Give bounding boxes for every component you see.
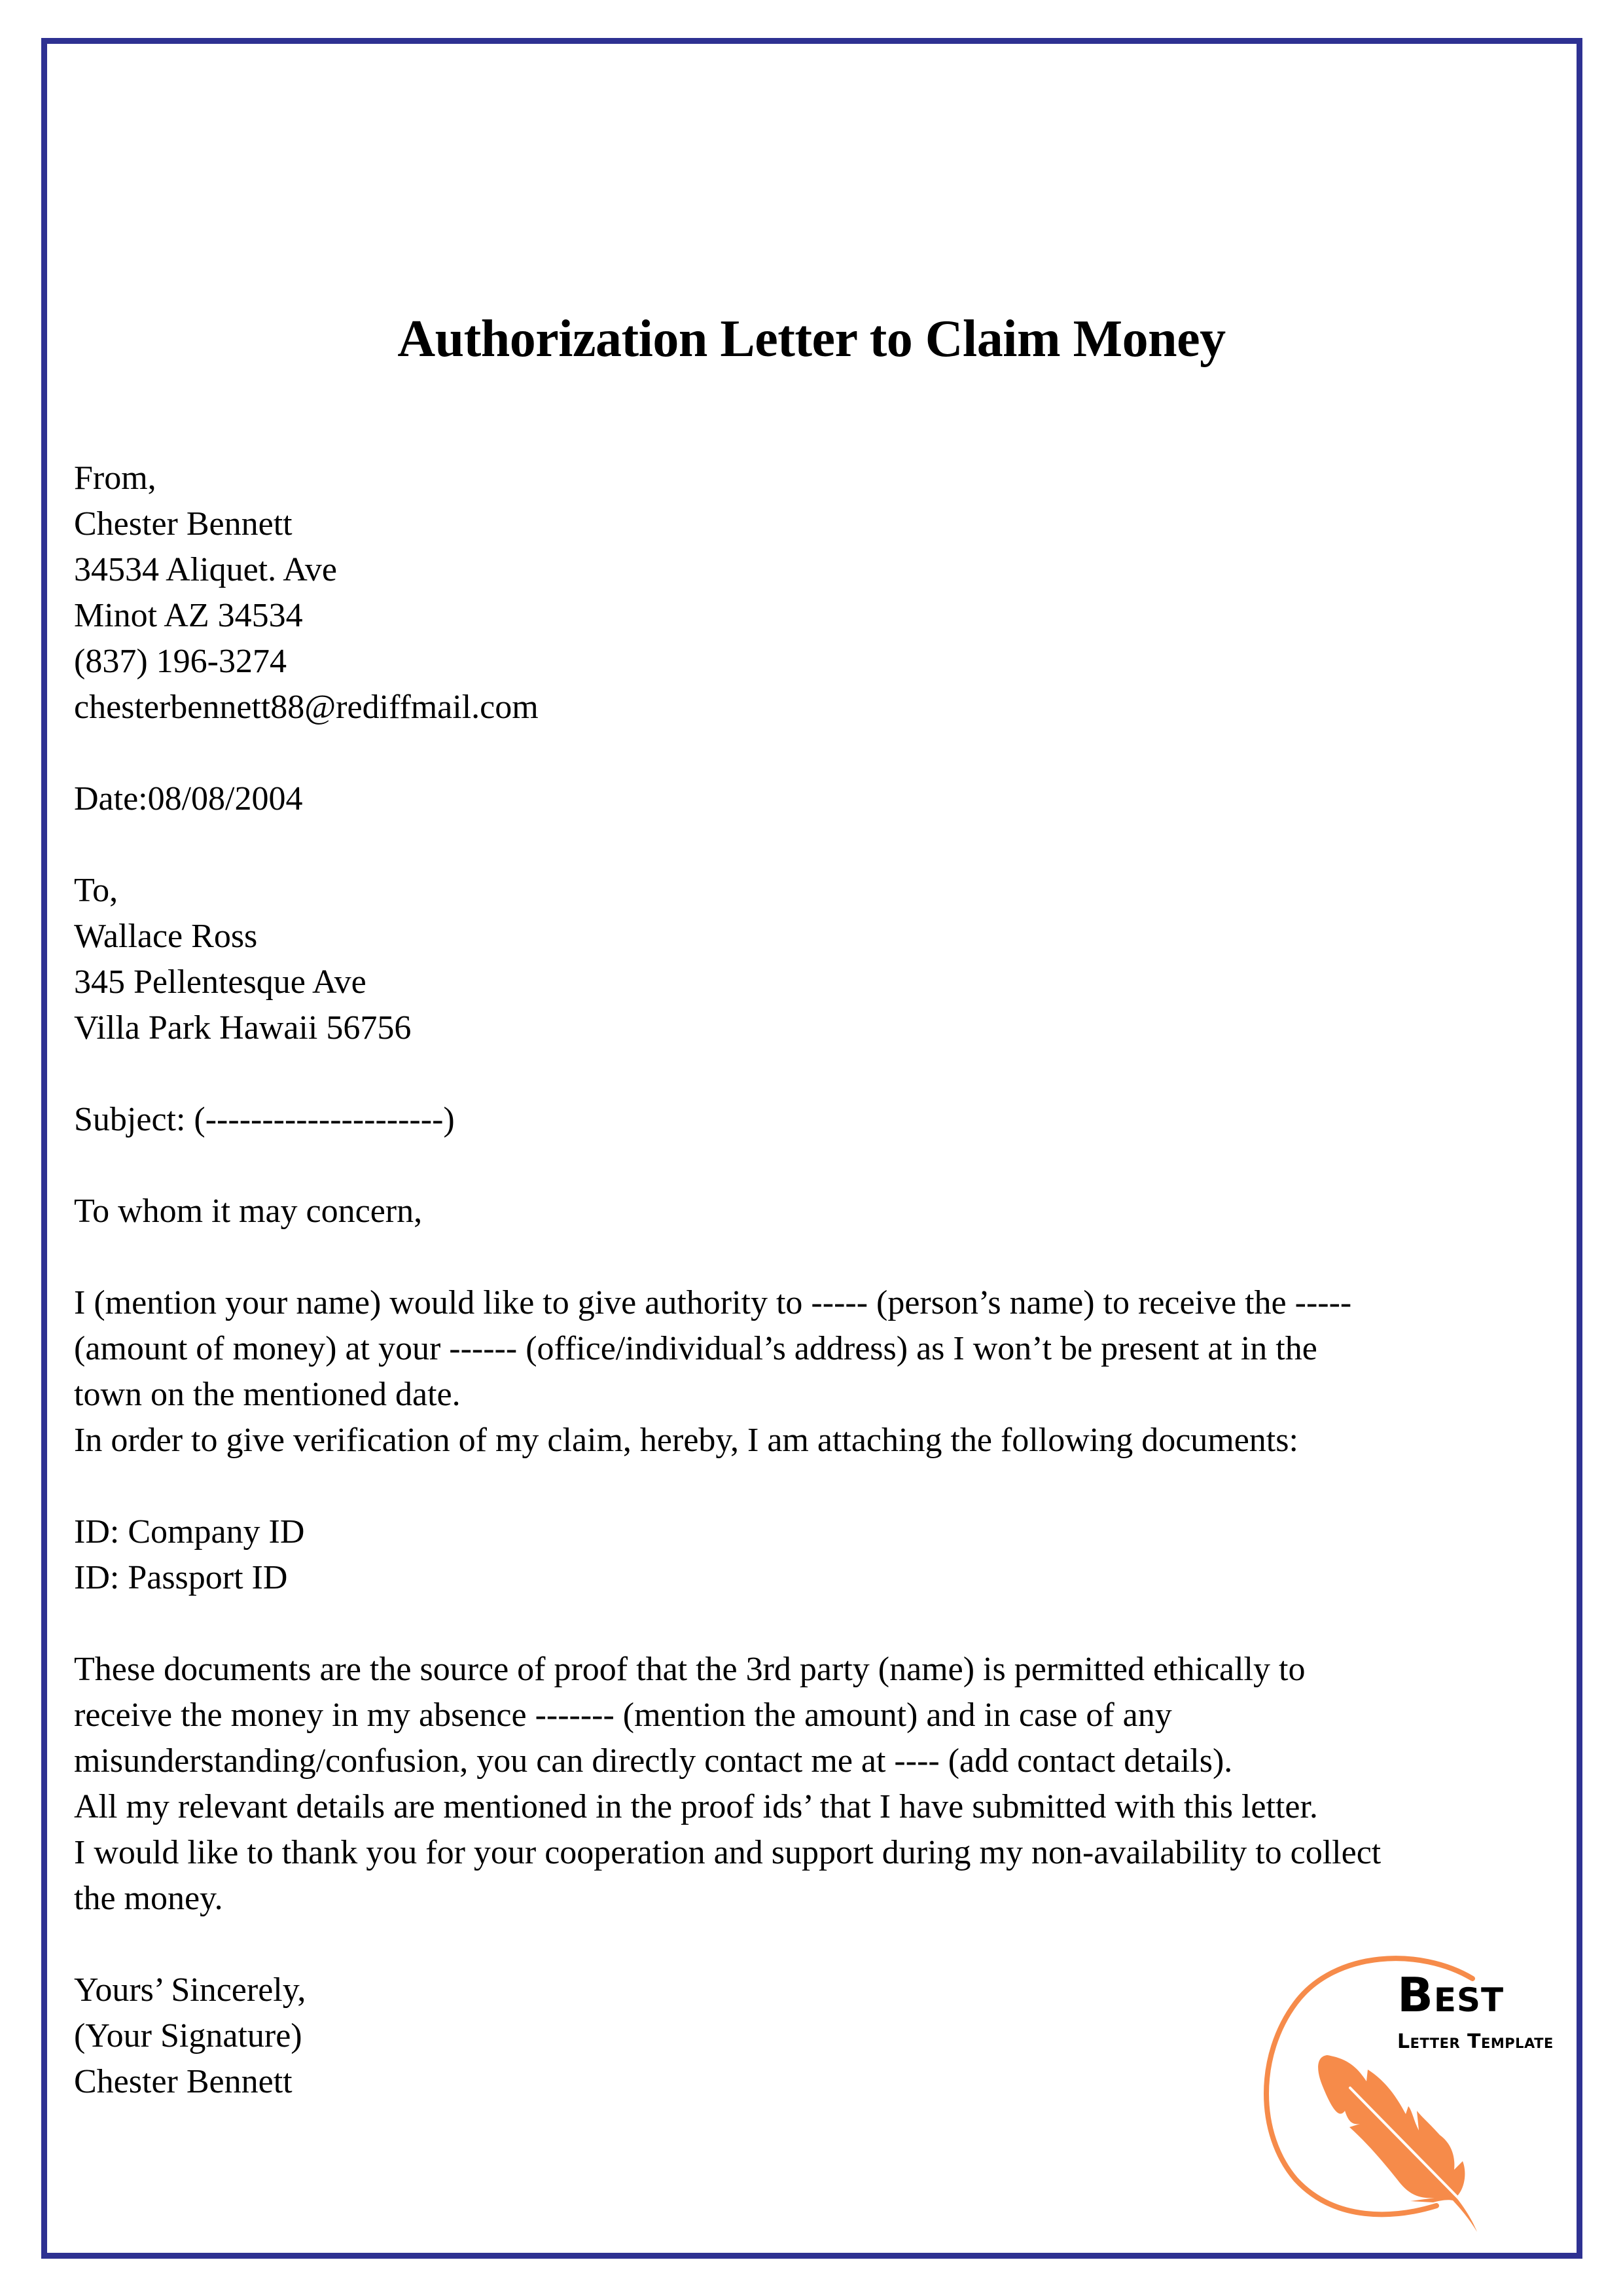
feather-quill-icon: [1230, 1911, 1571, 2251]
spacer: [74, 1463, 1546, 1509]
letter-date: Date:08/08/2004: [74, 780, 303, 817]
sender-block: [74, 456, 1546, 730]
document-title: Authorization Letter to Claim Money: [397, 310, 1226, 368]
spacer: [74, 1051, 1546, 1097]
sender-label: From,: [74, 459, 156, 497]
paragraph-line: the money.: [74, 1880, 223, 1917]
logo-title: Best: [1397, 1967, 1505, 2022]
spacer: [74, 1234, 1546, 1280]
signature-placeholder: (Your Signature): [74, 2017, 302, 2054]
sender-email: chesterbennett88@rediffmail.com: [74, 689, 539, 726]
sender-address-line2: Minot AZ 34534: [74, 597, 303, 634]
sender-phone: (837) 196-3274: [74, 643, 287, 680]
document-list-item: ID: Company ID: [74, 1513, 305, 1551]
paragraph-line: I would like to thank you for your cooperation and support during my non-availability to collect: [74, 1834, 1382, 1871]
paragraph-line: town on the mentioned date.: [74, 1376, 461, 1413]
recipient-block: [74, 868, 1546, 1051]
logo-feather: [1318, 2055, 1477, 2232]
paragraph-line: (amount of money) at your ------ (office/individual’s address) as I won’t be present at in the: [74, 1330, 1317, 1367]
closing-name: Chester Bennett: [74, 2063, 293, 2100]
valediction: Yours’ Sincerely,: [74, 1971, 306, 2009]
recipient-address-line1: 345 Pellentesque Ave: [74, 963, 366, 1001]
best-letter-template-logo: [1230, 1911, 1571, 2251]
paragraph-line: In order to give verification of my claim, hereby, I am attaching the following documents:: [74, 1422, 1298, 1459]
paragraph-line: misunderstanding/confusion, you can directly contact me at ---- (add contact details).: [74, 1742, 1233, 1780]
spacer: [74, 1143, 1546, 1189]
paragraph-line: receive the money in my absence ------- (mention the amount) and in case of any: [74, 1696, 1172, 1734]
recipient-name: Wallace Ross: [74, 918, 258, 955]
document-list-item: ID: Passport ID: [74, 1559, 288, 1596]
sender-name: Chester Bennett: [74, 505, 293, 543]
letter-body: [74, 456, 1546, 2105]
paragraph-line: These documents are the source of proof that the 3rd party (name) is permitted ethically to: [74, 1651, 1306, 1688]
logo-subtitle: Letter Template: [1397, 2030, 1554, 2053]
paragraph-line: All my relevant details are mentioned in the proof ids’ that I have submitted with this letter.: [74, 1788, 1318, 1825]
subject-line: Subject: (---------------------): [74, 1101, 455, 1138]
spacer: [74, 822, 1546, 868]
paragraph-line: I (mention your name) would like to give authority to ----- (person’s name) to receive the -----: [74, 1284, 1352, 1321]
body-paragraph-2: [74, 1647, 1546, 1922]
sender-address-line1: 34534 Aliquet. Ave: [74, 551, 338, 588]
body-paragraph-1: [74, 1280, 1546, 1463]
salutation: To whom it may concern,: [74, 1193, 423, 1230]
spacer: [74, 730, 1546, 776]
spacer: [74, 1601, 1546, 1647]
documents-list: [74, 1509, 1546, 1601]
recipient-label: To,: [74, 872, 118, 909]
recipient-address-line2: Villa Park Hawaii 56756: [74, 1009, 412, 1047]
